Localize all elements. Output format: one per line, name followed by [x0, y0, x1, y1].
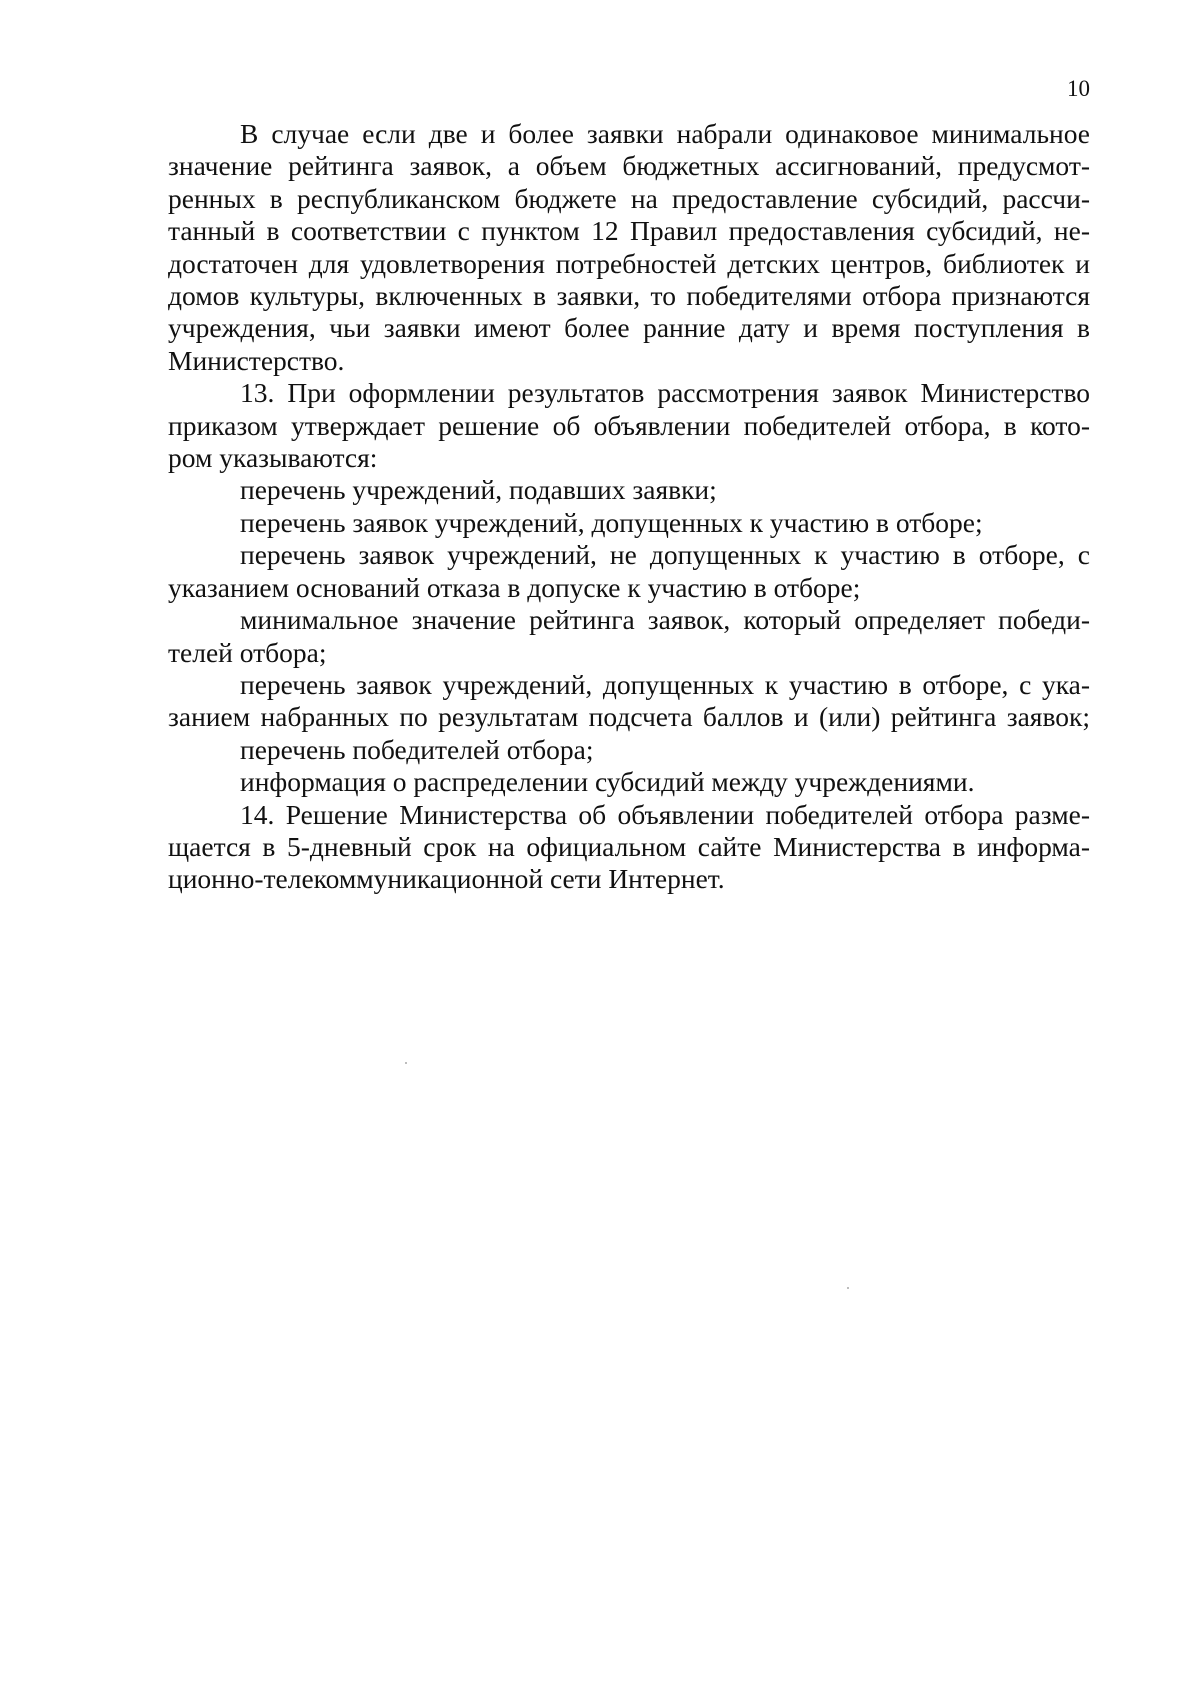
text-line: ренных в республиканском бюджете на предоставление субсидий, рассчи-	[168, 182, 1090, 214]
text-line: перечень заявок учреждений, допущенных к участию в отборе, с ука-	[240, 668, 1090, 700]
text-line: достаточен для удовлетворения потребностей детских центров, библиотек и	[168, 247, 1090, 279]
page-number: 10	[1067, 76, 1090, 101]
text-line: Министерство.	[168, 344, 345, 376]
text-line: 14. Решение Министерства об объявлении победителей отбора разме-	[240, 798, 1090, 830]
text-line: приказом утверждает решение об объявлении победителей отбора, в кото-	[168, 409, 1090, 441]
text-line: перечень победителей отбора;	[240, 733, 594, 765]
text-line: информация о распределении субсидий между учреждениями.	[240, 766, 975, 798]
text-line: 13. При оформлении результатов рассмотрения заявок Министерство	[240, 377, 1090, 409]
text-line: В случае если две и более заявки набрали одинаковое минимальное	[240, 118, 1090, 149]
text-line: занием набранных по результатам подсчета баллов и (или) рейтинга заявок;	[168, 701, 1090, 733]
scan-speck	[847, 1287, 849, 1289]
text-line: домов культуры, включенных в заявки, то победителями отбора признаются	[168, 280, 1090, 312]
body-text	[168, 118, 1090, 896]
text-line: указанием оснований отказа в допуске к участию в отборе;	[168, 571, 861, 603]
text-line: учреждения, чьи заявки имеют более ранние дату и время поступления в	[168, 312, 1090, 344]
text-line: значение рейтинга заявок, а объем бюджетных ассигнований, предусмот-	[168, 150, 1090, 182]
text-line: ром указываются:	[168, 442, 378, 474]
text-line: щается в 5-дневный срок на официальном сайте Министерства в информа-	[168, 830, 1090, 862]
text-line: телей отбора;	[168, 636, 327, 668]
text-line: перечень заявок учреждений, не допущенных к участию в отборе, с	[240, 539, 1090, 571]
scan-speck	[405, 1062, 407, 1064]
text-line: минимальное значение рейтинга заявок, который определяет победи-	[240, 604, 1090, 636]
text-line: ционно-телекоммуникационной сети Интернет.	[168, 863, 725, 895]
text-line: перечень заявок учреждений, допущенных к участию в отборе;	[240, 506, 983, 538]
text-line: танный в соответствии с пунктом 12 Правил предоставления субсидий, не-	[168, 215, 1090, 247]
text-line: перечень учреждений, подавших заявки;	[240, 474, 717, 506]
